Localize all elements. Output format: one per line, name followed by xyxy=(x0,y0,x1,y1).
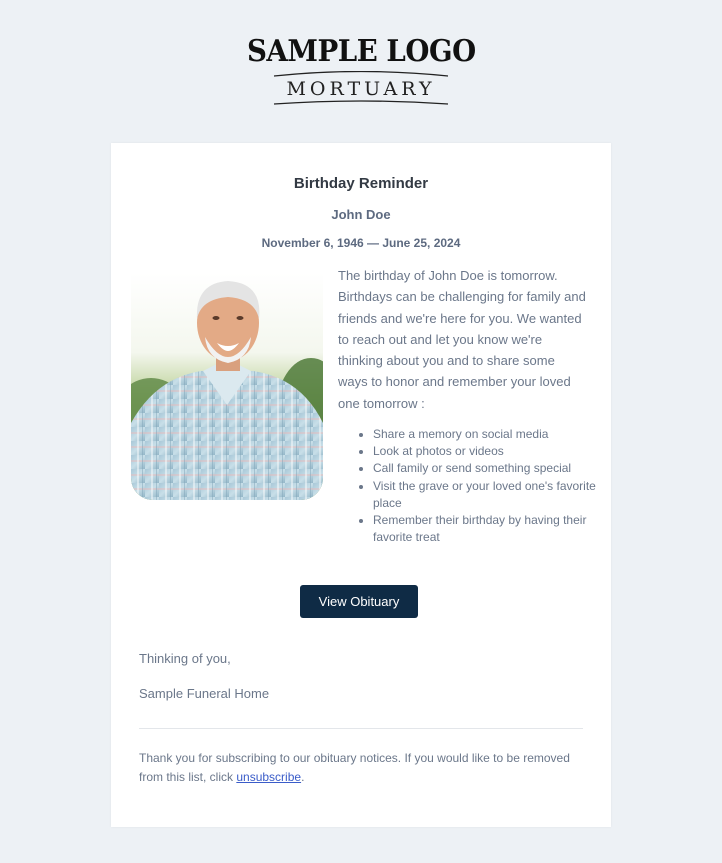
list-item: • Visit the grave or your loved one's favorite place xyxy=(373,478,603,512)
unsubscribe-link[interactable]: unsubscribe xyxy=(236,770,302,784)
reminder-card xyxy=(111,143,611,827)
list-item: • Look at photos or videos xyxy=(373,443,603,460)
deceased-name: John Doe xyxy=(331,207,391,222)
view-obituary-button[interactable]: View Obituary xyxy=(300,585,418,618)
portrait-photo xyxy=(131,273,323,500)
reminder-message xyxy=(338,265,588,414)
mortuary-logo xyxy=(0,33,722,107)
card-title: Birthday Reminder xyxy=(293,175,429,192)
list-item: • Remember their birthday by having their favorite treat xyxy=(373,512,603,546)
honor-ways-list xyxy=(356,426,603,546)
footer-text: Thank you for subscribing to our obituary notices. If you would like to be removed from this list, click xyxy=(139,751,570,784)
reminder-message-text: The birthday of John Doe is tomorrow. Birthdays can be challenging for family and friends and we're here for you. We wanted to reach out and let you know we're thinking about you and to share some ways to honor and remember your loved one tomorrow : xyxy=(338,268,586,411)
signature-text: Sample Funeral Home xyxy=(139,686,270,701)
footer-divider xyxy=(139,728,583,729)
closing-text: Thinking of you, xyxy=(139,651,231,666)
footer-end: . xyxy=(301,770,305,784)
footer-notice xyxy=(139,749,583,787)
logo-sub-wrap xyxy=(266,71,456,107)
list-item: • Share a memory on social media xyxy=(373,426,603,443)
portrait-photo-image xyxy=(131,273,323,500)
life-dates: November 6, 1946 — June 25, 2024 xyxy=(261,236,461,250)
list-item: • Call family or send something special xyxy=(373,460,603,477)
logo-main-text: SAMPLE LOGO xyxy=(246,34,476,69)
logo-sub-text: MORTUARY xyxy=(286,78,436,100)
